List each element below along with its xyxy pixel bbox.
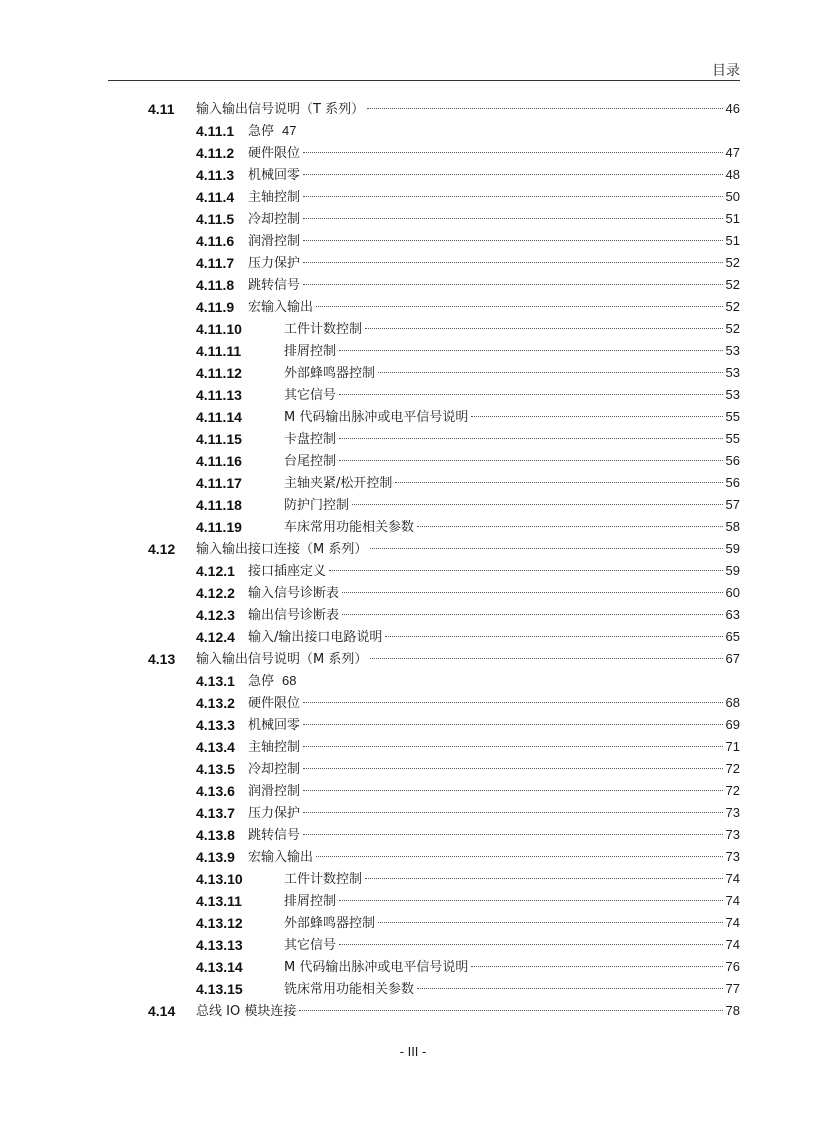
toc-dot-leader (417, 988, 723, 989)
toc-entry-title: 台尾控制 (284, 454, 337, 469)
toc-entry-number: 4.13.11 (196, 893, 242, 909)
toc-dot-leader (378, 372, 723, 373)
toc-dot-leader (471, 966, 722, 967)
toc-dot-leader (299, 1010, 722, 1011)
toc-entry-number: 4.11.12 (196, 365, 242, 381)
toc-entry-number: 4.11.5 (196, 211, 235, 227)
toc-entry-page: 72 (725, 761, 740, 776)
toc-entry-number: 4.12.4 (196, 629, 235, 645)
toc-entry[interactable] (0, 296, 826, 318)
toc-entry-title: 输出信号诊断表 (248, 608, 340, 623)
toc-entry-page: 71 (725, 739, 740, 754)
toc-entry-title: 跳转信号 (248, 828, 301, 843)
toc-entry-title: 压力保护 (248, 256, 301, 271)
toc-dot-leader (329, 570, 723, 571)
toc-dot-leader (417, 526, 723, 527)
toc-entry[interactable] (0, 890, 826, 912)
toc-entry-number: 4.11.10 (196, 321, 242, 337)
toc-entry[interactable] (0, 956, 826, 978)
toc-entry-title: 急停 (248, 674, 275, 689)
toc-entry-title: 冷却控制 (248, 212, 301, 227)
toc-entry-page: 74 (725, 893, 740, 908)
toc-dot-leader (367, 108, 722, 109)
toc-dot-leader (370, 548, 722, 549)
toc-entry-title: 接口插座定义 (248, 564, 327, 579)
toc-entry[interactable] (0, 120, 826, 142)
toc-entry[interactable] (0, 428, 826, 450)
toc-entry-number: 4.13.1 (196, 673, 235, 689)
toc-entry[interactable] (0, 626, 826, 648)
toc-entry-page: 77 (725, 981, 740, 996)
toc-dot-leader (342, 614, 723, 615)
toc-entry[interactable] (0, 98, 826, 120)
toc-entry[interactable] (0, 714, 826, 736)
toc-entry-number: 4.13.13 (196, 937, 243, 953)
toc-entry-number: 4.11.11 (196, 343, 242, 359)
toc-entry-title: 润滑控制 (248, 784, 301, 799)
toc-entry-page: 52 (725, 299, 740, 314)
toc-entry-number: 4.13.5 (196, 761, 235, 777)
toc-entry-title: M 代码输出脉冲或电平信号说明 (284, 960, 469, 975)
toc-entry-title: 铣床常用功能相关参数 (284, 982, 415, 997)
toc-entry-title: 压力保护 (248, 806, 301, 821)
toc-entry-number: 4.11.6 (196, 233, 235, 249)
toc-entry-page: 68 (282, 673, 297, 688)
toc-entry-number: 4.11 (148, 101, 175, 117)
toc-entry-number: 4.11.16 (196, 453, 242, 469)
toc-entry-title: 润滑控制 (248, 234, 301, 249)
toc-dot-leader (370, 658, 722, 659)
toc-entry[interactable] (0, 978, 826, 1000)
toc-entry-page: 56 (725, 475, 740, 490)
toc-entry-title: 防护门控制 (284, 498, 350, 513)
toc-entry[interactable] (0, 758, 826, 780)
toc-dot-leader (339, 944, 723, 945)
toc-entry-page: 74 (725, 937, 740, 952)
toc-entry-number: 4.11.3 (196, 167, 235, 183)
toc-entry-number: 4.13.9 (196, 849, 235, 865)
toc-entry[interactable] (0, 1000, 826, 1022)
toc-entry[interactable] (0, 802, 826, 824)
toc-entry-number: 4.13.2 (196, 695, 235, 711)
toc-entry-number: 4.13.7 (196, 805, 235, 821)
toc-entry-title: 机械回零 (248, 718, 301, 733)
toc-entry-title: 输入信号诊断表 (248, 586, 340, 601)
toc-entry-page: 53 (725, 343, 740, 358)
toc-entry[interactable] (0, 846, 826, 868)
toc-entry-page: 47 (725, 145, 740, 160)
toc-entry-title: M 代码输出脉冲或电平信号说明 (284, 410, 469, 425)
toc-entry[interactable] (0, 384, 826, 406)
toc-entry[interactable] (0, 670, 826, 692)
toc-entry-title: 主轴控制 (248, 740, 301, 755)
toc-entry-number: 4.12 (148, 541, 176, 557)
toc-dot-leader (339, 900, 723, 901)
toc-entry-page: 73 (725, 827, 740, 842)
page-number: - III - (399, 1044, 427, 1059)
toc-dot-leader (471, 416, 722, 417)
toc-entry-page: 73 (725, 849, 740, 864)
toc-entry-page: 58 (725, 519, 740, 534)
toc-entry-title: 主轴夹紧/松开控制 (284, 476, 393, 491)
toc-entry-title: 工件计数控制 (284, 872, 363, 887)
toc-entry-page: 57 (725, 497, 740, 512)
toc-entry-page: 67 (725, 651, 740, 666)
header-rule (108, 80, 740, 81)
toc-entry-number: 4.12.3 (196, 607, 235, 623)
toc-entry[interactable] (0, 538, 826, 560)
toc-entry[interactable] (0, 780, 826, 802)
toc-entry-number: 4.11.4 (196, 189, 235, 205)
toc-entry-number: 4.11.7 (196, 255, 235, 271)
toc-entry-number: 4.13.8 (196, 827, 235, 843)
toc-dot-leader (303, 284, 723, 285)
toc-entry[interactable] (0, 648, 826, 670)
toc-dot-leader (303, 724, 723, 725)
toc-dot-leader (303, 768, 723, 769)
toc-entry-title: 硬件限位 (248, 146, 301, 161)
toc-entry-page: 74 (725, 915, 740, 930)
toc-entry[interactable] (0, 186, 826, 208)
toc-entry-page: 52 (725, 321, 740, 336)
toc-entry-number: 4.11.15 (196, 431, 242, 447)
toc-dot-leader (339, 438, 723, 439)
toc-entry-page: 72 (725, 783, 740, 798)
toc-entry-title: 排屑控制 (284, 344, 337, 359)
toc-dot-leader (365, 328, 723, 329)
toc-dot-leader (395, 482, 722, 483)
toc-entry-number: 4.11.1 (196, 123, 235, 139)
toc-dot-leader (365, 878, 723, 879)
toc-entry-title: 宏输入输出 (248, 850, 314, 865)
toc-dot-leader (303, 262, 723, 263)
toc-entry-title: 宏输入输出 (248, 300, 314, 315)
toc-dot-leader (378, 922, 723, 923)
toc-entry-number: 4.12.1 (196, 563, 235, 579)
toc-entry-number: 4.13 (148, 651, 176, 667)
toc-entry-page: 78 (725, 1003, 740, 1018)
toc-dot-leader (303, 152, 723, 153)
toc-entry-page: 46 (725, 101, 740, 116)
toc-entry[interactable] (0, 868, 826, 890)
toc-dot-leader (342, 592, 723, 593)
toc-dot-leader (339, 394, 723, 395)
toc-entry-title: 机械回零 (248, 168, 301, 183)
toc-entry-title: 其它信号 (284, 388, 337, 403)
toc-dot-leader (303, 746, 723, 747)
toc-entry-number: 4.13.3 (196, 717, 235, 733)
toc-entry[interactable] (0, 736, 826, 758)
toc-entry[interactable] (0, 230, 826, 252)
toc-entry[interactable] (0, 494, 826, 516)
toc-dot-leader (385, 636, 722, 637)
page-header-title: 目录 (712, 63, 740, 79)
toc-entry-page: 60 (725, 585, 740, 600)
toc-entry-number: 4.12.2 (196, 585, 235, 601)
toc-entry-title: 输入/输出接口电路说明 (248, 630, 383, 645)
toc-entry-number: 4.11.13 (196, 387, 242, 403)
toc-dot-leader (303, 702, 723, 703)
toc-entry-page: 73 (725, 805, 740, 820)
toc-entry[interactable] (0, 912, 826, 934)
toc-dot-leader (339, 350, 723, 351)
toc-dot-leader (303, 240, 723, 241)
toc-entry-number: 4.11.18 (196, 497, 242, 513)
toc-entry[interactable] (0, 582, 826, 604)
toc-entry-page: 59 (725, 541, 740, 556)
toc-entry[interactable] (0, 934, 826, 956)
toc-entry-page: 52 (725, 277, 740, 292)
toc-entry[interactable] (0, 692, 826, 714)
toc-entry-number: 4.13.4 (196, 739, 235, 755)
toc-entry-title: 硬件限位 (248, 696, 301, 711)
toc-entry[interactable] (0, 142, 826, 164)
toc-entry-page: 55 (725, 409, 740, 424)
toc-entry-page: 68 (725, 695, 740, 710)
toc-entry-number: 4.11.8 (196, 277, 235, 293)
toc-entry-title: 总线 IO 模块连接 (196, 1004, 297, 1019)
toc-entry-title: 输入输出信号说明（M 系列） (196, 652, 368, 667)
toc-entry[interactable] (0, 252, 826, 274)
toc-dot-leader (303, 196, 723, 197)
toc-entry-number: 4.13.10 (196, 871, 243, 887)
toc-entry-number: 4.13.15 (196, 981, 243, 997)
toc-entry-number: 4.11.17 (196, 475, 242, 491)
toc-entry-title: 输入输出信号说明（T 系列） (196, 102, 365, 117)
toc-entry[interactable] (0, 208, 826, 230)
toc-entry[interactable] (0, 164, 826, 186)
toc-entry-title: 冷却控制 (248, 762, 301, 777)
toc-entry-title: 主轴控制 (248, 190, 301, 205)
toc-entry-title: 外部蜂鸣器控制 (284, 916, 376, 931)
toc-entry[interactable] (0, 604, 826, 626)
toc-entry[interactable] (0, 516, 826, 538)
toc-entry-page: 76 (725, 959, 740, 974)
toc-entry-page: 59 (725, 563, 740, 578)
toc-entry-title: 排屑控制 (284, 894, 337, 909)
toc-entry-title: 急停 (248, 124, 275, 139)
toc-entry[interactable] (0, 450, 826, 472)
toc-dot-leader (316, 306, 723, 307)
toc-entry-number: 4.11.14 (196, 409, 242, 425)
toc-entry-number: 4.11.19 (196, 519, 242, 535)
toc-dot-leader (339, 460, 723, 461)
toc-entry[interactable] (0, 406, 826, 428)
toc-dot-leader (303, 790, 723, 791)
toc-entry[interactable] (0, 560, 826, 582)
toc-entry-number: 4.11.9 (196, 299, 235, 315)
toc-dot-leader (352, 504, 723, 505)
toc-entry[interactable] (0, 362, 826, 384)
toc-entry-page: 50 (725, 189, 740, 204)
toc-entry-page: 52 (725, 255, 740, 270)
toc-entry-page: 69 (725, 717, 740, 732)
toc-entry-title: 外部蜂鸣器控制 (284, 366, 376, 381)
toc-entry[interactable] (0, 472, 826, 494)
toc-entry-number: 4.14 (148, 1003, 176, 1019)
toc-dot-leader (303, 812, 723, 813)
toc-entry-page: 74 (725, 871, 740, 886)
toc-entry-page: 55 (725, 431, 740, 446)
toc-entry-title: 跳转信号 (248, 278, 301, 293)
toc-entry[interactable] (0, 318, 826, 340)
toc-entry-page: 53 (725, 365, 740, 380)
toc-entry[interactable] (0, 274, 826, 296)
toc-dot-leader (316, 856, 723, 857)
toc-entry-page: 48 (725, 167, 740, 182)
toc-entry-page: 51 (725, 211, 740, 226)
toc-dot-leader (303, 834, 723, 835)
toc-entry-title: 工件计数控制 (284, 322, 363, 337)
toc-entry-page: 63 (725, 607, 740, 622)
toc-dot-leader (303, 174, 723, 175)
toc-entry[interactable] (0, 340, 826, 362)
toc-entry-title: 其它信号 (284, 938, 337, 953)
toc-entry-page: 47 (282, 123, 297, 138)
toc-entry-page: 56 (725, 453, 740, 468)
toc-entry[interactable] (0, 824, 826, 846)
toc-entry-number: 4.13.12 (196, 915, 243, 931)
toc-dot-leader (303, 218, 723, 219)
toc-entry-page: 65 (725, 629, 740, 644)
toc-entry-page: 53 (725, 387, 740, 402)
toc-entry-number: 4.13.14 (196, 959, 243, 975)
toc-entry-page: 51 (725, 233, 740, 248)
toc-entry-title: 输入输出接口连接（M 系列） (196, 542, 368, 557)
toc-entry-number: 4.11.2 (196, 145, 235, 161)
toc-entry-number: 4.13.6 (196, 783, 235, 799)
toc-entry-title: 卡盘控制 (284, 432, 337, 447)
toc-entry-title: 车床常用功能相关参数 (284, 520, 415, 535)
